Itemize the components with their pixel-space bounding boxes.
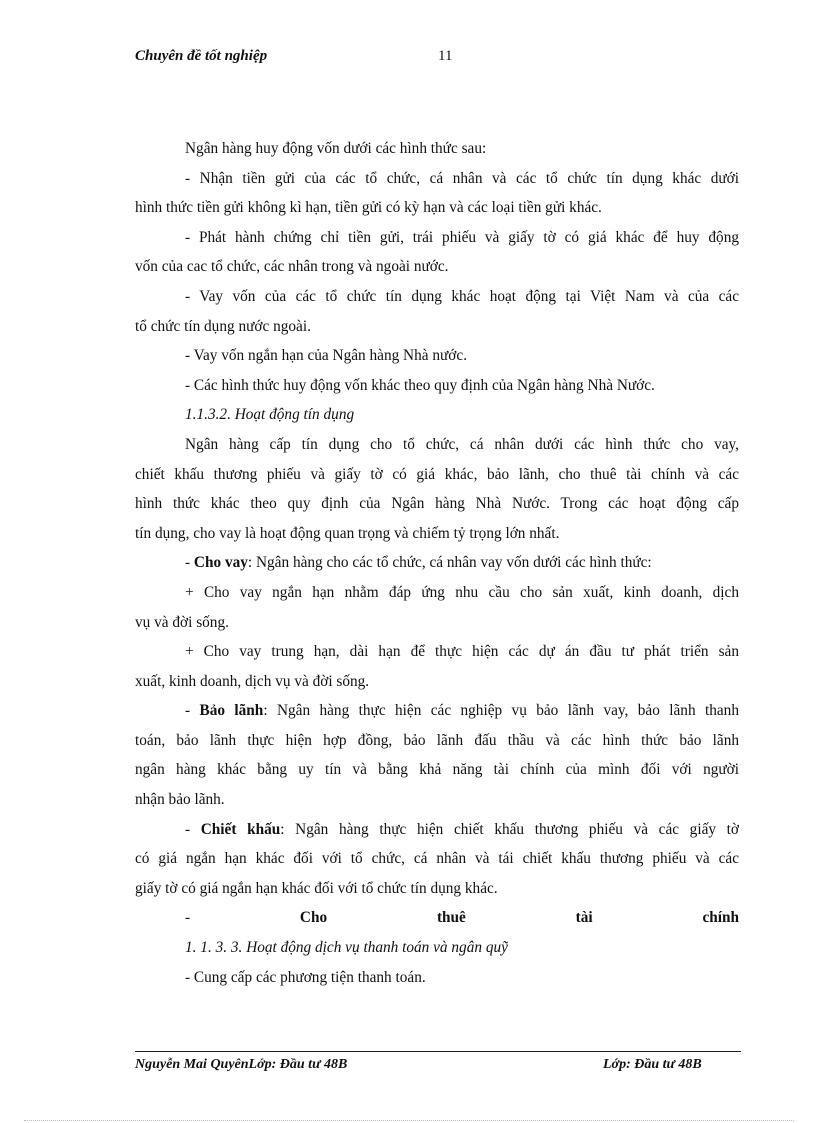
paragraph-line: tổ chức tín dụng nước ngoài. <box>135 317 311 335</box>
list-dash: - <box>185 554 194 572</box>
list-dash: - <box>185 702 200 720</box>
page-bottom-border <box>24 1120 794 1121</box>
section-heading: 1. 1. 3. 3. Hoạt động dịch vụ thanh toán và ngân quỹ <box>185 939 508 957</box>
paragraph-line <box>135 548 739 578</box>
paragraph-line: hình thức khác theo quy định của Ngân hàng Nhà Nước. Trong các hoạt động cấp <box>135 495 739 513</box>
paragraph-line: có giá ngắn hạn khác đối với tổ chức, cá nhân và tái chiết khấu thương phiếu và các <box>135 850 739 868</box>
section-heading: 1.1.3.2. Hoạt động tín dụng <box>185 406 355 424</box>
paragraph-line: - Nhận tiền gửi của các tổ chức, cá nhân và các tổ chức tín dụng khác dưới <box>185 169 739 187</box>
document-body <box>135 134 739 992</box>
footer-divider <box>135 1051 741 1052</box>
page-number: 11 <box>438 48 453 64</box>
term-word: thuê <box>436 909 466 927</box>
paragraph-line: ngân hàng khác bằng uy tín và bằng khả năng tài chính của mình đối với người <box>135 761 739 779</box>
paragraph-line: Ngân hàng huy động vốn dưới các hình thức sau: <box>185 140 487 157</box>
paragraph-line: hình thức tiền gửi không kì hạn, tiền gửi có kỳ hạn và các loại tiền gửi khác. <box>135 199 602 217</box>
paragraph-line: chiết khấu thương phiếu và giấy tờ có giá khác, bảo lãnh, cho thuê tài chính và các <box>135 465 739 483</box>
term-text: : Ngân hàng thực hiện các nghiệp vụ bảo lãnh vay, bảo lãnh thanh <box>263 702 739 720</box>
footer-left: Nguyễn Mai QuyênLớp: Đầu tư 48B <box>135 1057 348 1072</box>
term-word: Cho <box>299 909 328 927</box>
paragraph-line: xuất, kinh doanh, dịch vụ và đời sống. <box>135 672 370 690</box>
paragraph-line: - Phát hành chứng chỉ tiền gửi, trái phiếu và giấy tờ có giá khác để huy động <box>185 228 739 246</box>
list-dash: - <box>185 820 201 838</box>
footer-right: Lớp: Đầu tư 48B <box>603 1057 702 1072</box>
paragraph-line: - Cung cấp các phương tiện thanh toán. <box>185 968 426 986</box>
term-word: chính <box>702 909 739 927</box>
list-dash: - <box>185 909 191 927</box>
paragraph-line: - Vay vốn của các tổ chức tín dụng khác hoạt động tại Việt Nam và của các <box>185 287 739 305</box>
paragraph-line: tín dụng, cho vay là hoạt động quan trọng và chiếm tỷ trọng lớn nhất. <box>135 524 560 542</box>
paragraph-line: vụ và đời sống. <box>135 613 229 631</box>
paragraph-line <box>135 696 739 726</box>
term-label: Chiết khấu <box>200 820 281 838</box>
term-word: tài <box>575 909 593 927</box>
paragraph-line <box>135 815 739 845</box>
paragraph-line: - Các hình thức huy động vốn khác theo quy định của Ngân hàng Nhà Nước. <box>185 376 655 394</box>
paragraph-line: nhận bảo lãnh. <box>135 791 225 809</box>
paragraph-line: + Cho vay trung hạn, dài hạn để thực hiện các dự án đầu tư phát triển sản <box>185 643 739 661</box>
paragraph-line: vốn của cac tổ chức, các nhân trong và ngoài nước. <box>135 258 449 276</box>
paragraph-line: toán, bảo lãnh thực hiện hợp đồng, bảo lãnh đấu thầu và các hình thức bảo lãnh <box>135 731 739 749</box>
paragraph-line: giấy tờ có giá ngắn hạn khác đối với tổ chức tín dụng khác. <box>135 879 498 897</box>
term-label: Bảo lãnh <box>199 702 264 720</box>
term-text: : Ngân hàng thực hiện chiết khấu thương phiếu và các giấy tờ <box>280 820 739 838</box>
paragraph-line <box>135 903 739 933</box>
term-label: Cho vay <box>193 554 248 572</box>
term-text: : Ngân hàng cho các tổ chức, cá nhân vay vốn dưới các hình thức: <box>247 554 652 572</box>
header-title: Chuyên đề tốt nghiệp <box>135 48 268 64</box>
paragraph-line: Ngân hàng cấp tín dụng cho tổ chức, cá nhân dưới các hình thức cho vay, <box>185 435 739 453</box>
paragraph-line: - Vay vốn ngắn hạn của Ngân hàng Nhà nước. <box>185 347 468 365</box>
paragraph-line: + Cho vay ngắn hạn nhằm đáp ứng nhu cầu cho sản xuất, kinh doanh, dịch <box>185 583 739 601</box>
